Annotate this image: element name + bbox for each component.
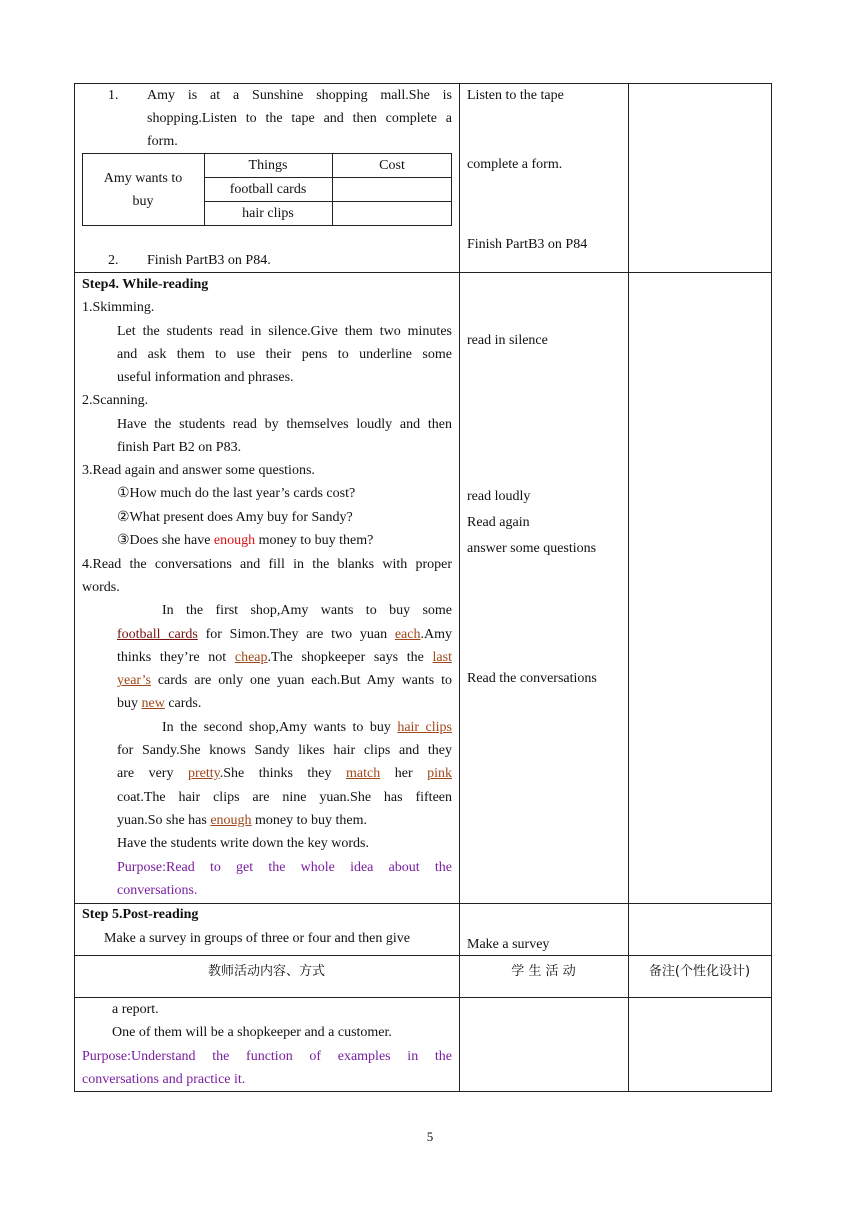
purpose-line1: Purpose:Read to get the whole idea about the [117,860,452,875]
step4-heading: Step4. While-reading [82,277,209,292]
form-border-left [82,153,83,225]
para1-line4 [117,671,452,691]
form-border-mid1 [204,177,452,178]
purpose-line2: conversations. [117,883,198,898]
student-read-conversations: Read the conversations [467,671,597,686]
blank-pretty: pretty [187,766,220,781]
row-divider-4 [74,997,772,998]
para1-line3 [117,648,452,668]
skimming-line1: Let the students read in silence.Give them two minutes [117,324,452,339]
para2-line5 [117,811,367,831]
blank-new: new [141,696,165,711]
write-key-words: Have the students write down the key words. [117,836,369,851]
table-border-left [74,83,75,1092]
item2-text: Finish PartB3 on P84. [147,253,271,268]
para2-text: .She thinks they [219,766,347,781]
row-divider-2 [74,903,772,904]
table-border-col2 [459,83,460,1092]
item1-line1: Amy is at a Sunshine shopping mall.She is [147,88,452,103]
para2-text: money to buy them. [251,813,368,828]
para1-text: cards. [164,696,202,711]
student-read-silence: read in silence [467,333,548,348]
para1-line1: In the first shop,Amy wants to buy some [162,603,452,618]
student-activity-complete: complete a form. [467,157,563,172]
student-read-again: Read again [467,515,530,530]
blank-enough: enough [210,813,252,828]
student-answer-questions: answer some questions [467,541,597,556]
skimming-line3: useful information and phrases. [117,370,294,385]
blank-hair-clips: hair clips [397,720,452,735]
blank-cheap: cheap [234,650,268,665]
para2-text: her [380,766,428,781]
student-make-survey: Make a survey [467,937,550,952]
para1-text: thinks they’re not [117,650,235,665]
item1-line2: shopping.Listen to the tape and then complete a [147,111,452,126]
question-3-pre: ③Does she have [117,533,214,548]
blank-each: each [394,627,421,642]
row-divider-3 [74,955,772,956]
table-border-top [74,83,772,84]
table-border-right [771,83,772,1092]
header-student-activity: 学 生 活 动 [511,964,576,979]
para2-line2: for Sandy.She knows Sandy likes hair clips and they [117,743,452,758]
form-border-top [82,153,452,154]
para1-text: cards are only one yuan each.But Amy wants to [150,673,452,688]
blank-match: match [346,766,381,781]
para2-text: are very [117,766,188,781]
item1-number: 1. [108,88,119,103]
blank-pink: pink [427,766,452,781]
question-3-keyword: enough [213,533,256,548]
form-border-bottom [82,225,452,226]
student-activity-listen: Listen to the tape [467,88,564,103]
fill-blanks-line2: words. [82,580,120,595]
question-3-post: money to buy them? [255,533,374,548]
question-3 [117,531,373,551]
para2-text: In the second shop,Amy wants to buy [162,720,398,735]
form-header-cost: Cost [379,158,405,173]
question-1: ①How much do the last year’s cards cost? [117,486,356,501]
blank-football-cards: football cards [117,627,198,642]
para2-line4: coat.The hair clips are nine yuan.She has fifteen [117,790,452,805]
blank-last: last [432,650,452,665]
para1-text: .Amy [420,627,452,642]
para1-line5 [117,694,201,714]
report-text: a report. [112,1002,159,1017]
para1-text: for Simon.They are two yuan [197,627,395,642]
header-remarks: 备注(个性化设计) [648,964,751,979]
item2-number: 2. [108,253,119,268]
skimming-line2: and ask them to use their pens to underline some [117,347,452,362]
para2-text: yuan.So she has [117,813,211,828]
table-border-col3 [628,83,629,1092]
para2-line3 [117,764,452,784]
table-border-bottom [74,1091,772,1092]
student-activity-finish: Finish PartB3 on P84 [467,237,588,252]
form-row1-thing: football cards [229,182,307,197]
para1-line2 [117,625,452,645]
scanning-line1: Have the students read by themselves loudly and then [117,417,452,432]
scanning-line2: finish Part B2 on P83. [117,440,242,455]
item1-line3: form. [147,134,178,149]
purpose2-line2: conversations and practice it. [82,1072,246,1087]
para2-line1 [162,718,452,738]
question-2: ②What present does Amy buy for Sandy? [117,510,353,525]
survey-text: Make a survey in groups of three or four and then give [104,931,410,946]
form-label-line2: buy [132,194,154,209]
fill-blanks-line1: 4.Read the conversations and fill in the blanks with proper [82,557,452,572]
student-read-loudly: read loudly [467,489,531,504]
form-label-line1: Amy wants to [103,171,183,186]
row-divider-1 [74,272,772,273]
page-number: 5 [426,1129,434,1144]
skimming-label: 1.Skimming. [82,300,155,315]
blank-years: year’s [117,673,151,688]
para1-text: .The shopkeeper says the [267,650,433,665]
step5-heading: Step 5.Post-reading [82,907,199,922]
read-again-label: 3.Read again and answer some questions. [82,463,315,478]
header-teacher-activity: 教师活动内容、方式 [207,964,325,979]
shopkeeper-text: One of them will be a shopkeeper and a customer. [112,1025,392,1040]
purpose2-line1: Purpose:Understand the function of examples in the [82,1049,452,1064]
para1-text: buy [117,696,142,711]
scanning-label: 2.Scanning. [82,393,149,408]
form-row2-thing: hair clips [242,206,294,221]
form-header-things: Things [248,158,288,173]
form-border-mid2 [204,201,452,202]
